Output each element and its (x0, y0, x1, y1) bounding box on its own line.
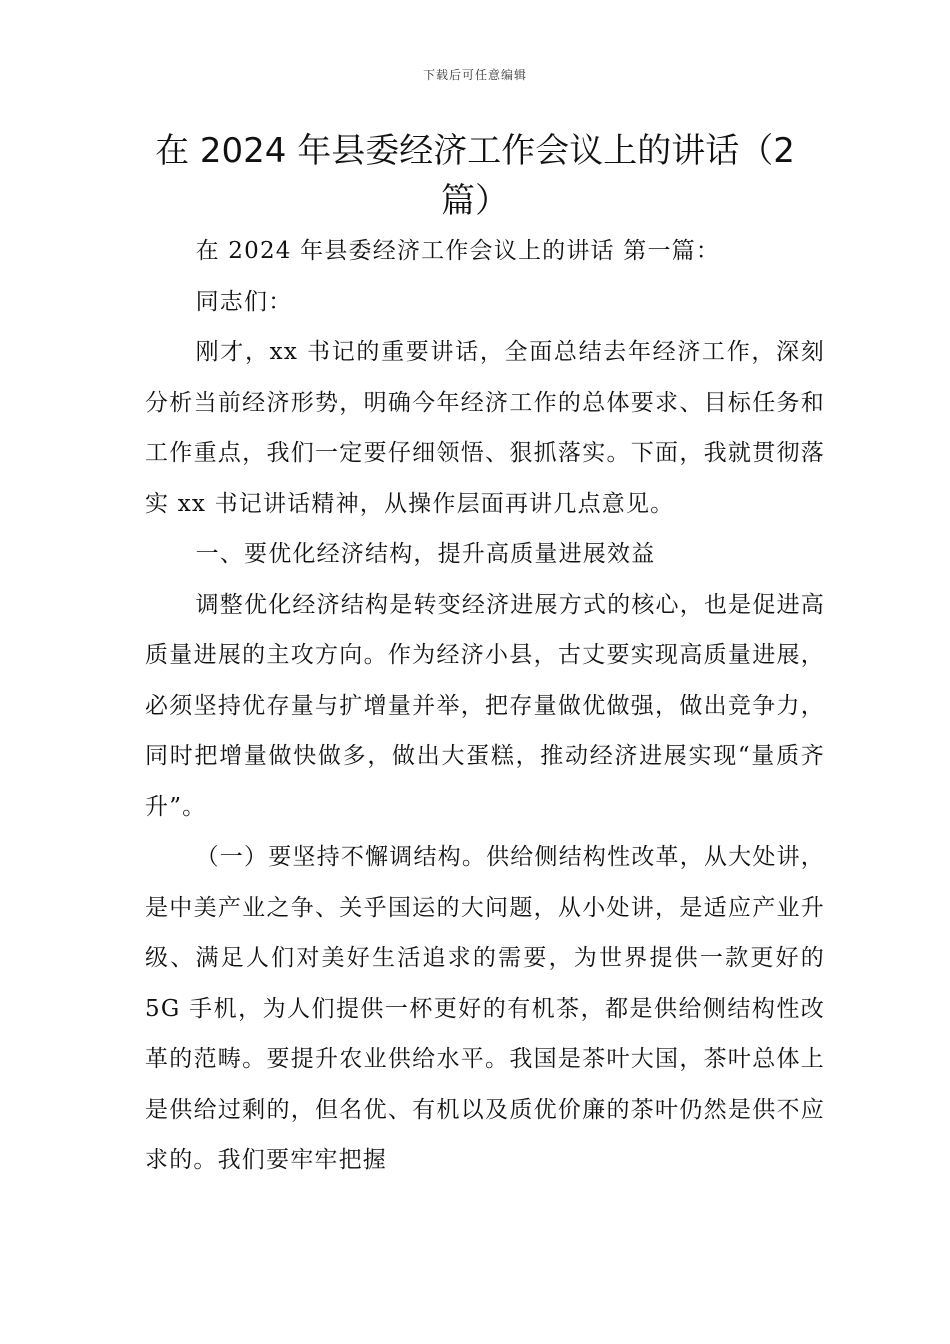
document-body (145, 226, 825, 1186)
body-paragraph: 调整优化经济结构是转变经济进展方式的核心，也是促进高质量进展的主攻方向。作为经济小县，古丈要实现高质量进展，必须坚持优存量与扩增量并举，把存量做优做强，做出竞争力，同时把增量做快做多，做出大蛋糕，推动经济进展实现“量质齐升”。 (145, 591, 825, 820)
body-paragraph: （一）要坚持不懈调结构。供给侧结构性改革，从大处讲，是中美产业之争、关乎国运的大问题，从小处讲，是适应产业升级、满足人们对美好生活追求的需要，为世界提供一款更好的 5G 手机，为人们提供一杯更好的有机茶，都是供给侧结构性改革的范畴。要提升农业供给水平。我国是茶叶大国，茶叶总体上是供给过剩的，但名优、有机以及质优价廉的茶叶仍然是供不应求的。我们要牢牢把握 (145, 844, 825, 1173)
document-title: 在 2024 年县委经济工作会议上的讲话（2 篇） (155, 131, 795, 221)
section-heading-part-one: 在 2024 年县委经济工作会议上的讲话 第一篇： (195, 238, 721, 264)
section-heading-one: 一、要优化经济结构，提升高质量进展效益 (195, 541, 656, 567)
body-paragraph: 刚才，xx 书记的重要讲话，全面总结去年经济工作，深刻分析当前经济形势，明确今年经济工作的总体要求、目标任务和工作重点，我们一定要仔细领悟、狠抓落实。下面，我就贯彻落实 xx 书记讲话精神，从操作层面再讲几点意见。 (145, 339, 825, 517)
header-note: 下载后可任意编辑 (422, 68, 527, 82)
salutation: 同志们： (195, 288, 293, 315)
